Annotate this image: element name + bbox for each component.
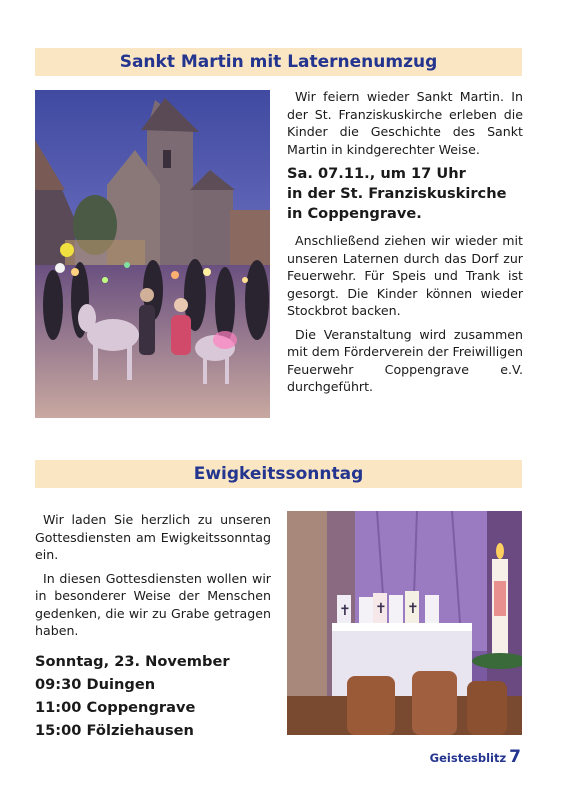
event-town: in Coppengrave.	[287, 205, 422, 222]
svg-text:✝: ✝	[339, 603, 351, 619]
intro-paragraph: Wir feiern wieder Sankt Martin. In der St. Franziskuskirche erleben die Kinder die Geschichte des Sankt Martin in kindgerechter Weise.	[287, 89, 523, 157]
section-title-ewigkeitssonntag: Ewigkeitssonntag	[35, 460, 522, 488]
procession-paragraph: Anschließend ziehen wir wieder mit unseren Laternen durch das Dorf zur Feuerwehr. Für Speis und Trank ist gesorgt. Die Kinder können wieder Stockbrot backen.	[287, 233, 523, 318]
page-footer	[430, 747, 521, 767]
lantern-procession-photo	[35, 90, 270, 418]
service-schedule	[35, 650, 271, 742]
publication-name: Geistesblitz	[429, 751, 507, 765]
invitation-paragraph: Wir laden Sie herzlich zu unseren Gottesdiensten am Ewigkeitssonntag ein.	[35, 512, 271, 562]
service-time: 11:00 Coppengrave	[35, 698, 196, 716]
church-altar-photo	[287, 511, 522, 735]
page-number: 7	[509, 747, 521, 767]
service-time: 15:00 Fölziehausen	[35, 721, 194, 739]
event-date: Sa. 07.11., um 17 Uhr	[287, 165, 466, 182]
svg-text:✝: ✝	[375, 601, 387, 617]
organizer-paragraph: Die Veranstaltung wird zusammen mit dem Förderverein der Freiwilligen Feuerwehr Coppengrave e.V. durchgeführt.	[287, 326, 523, 394]
service-date: Sonntag, 23. November	[35, 652, 230, 670]
event-date-block	[287, 164, 523, 224]
ewigkeitssonntag-text	[35, 511, 271, 742]
event-location: in der St. Franziskuskirche	[287, 185, 507, 202]
svg-text:✝: ✝	[407, 601, 419, 617]
service-time: 09:30 Duingen	[35, 675, 156, 693]
sankt-martin-text	[287, 88, 523, 402]
section-title-sankt-martin: Sankt Martin mit Laternenumzug	[35, 48, 522, 76]
remembrance-paragraph: In diesen Gottesdiensten wollen wir in besonderer Weise der Menschen gedenken, die wir zu Grabe getragen haben.	[35, 570, 271, 638]
